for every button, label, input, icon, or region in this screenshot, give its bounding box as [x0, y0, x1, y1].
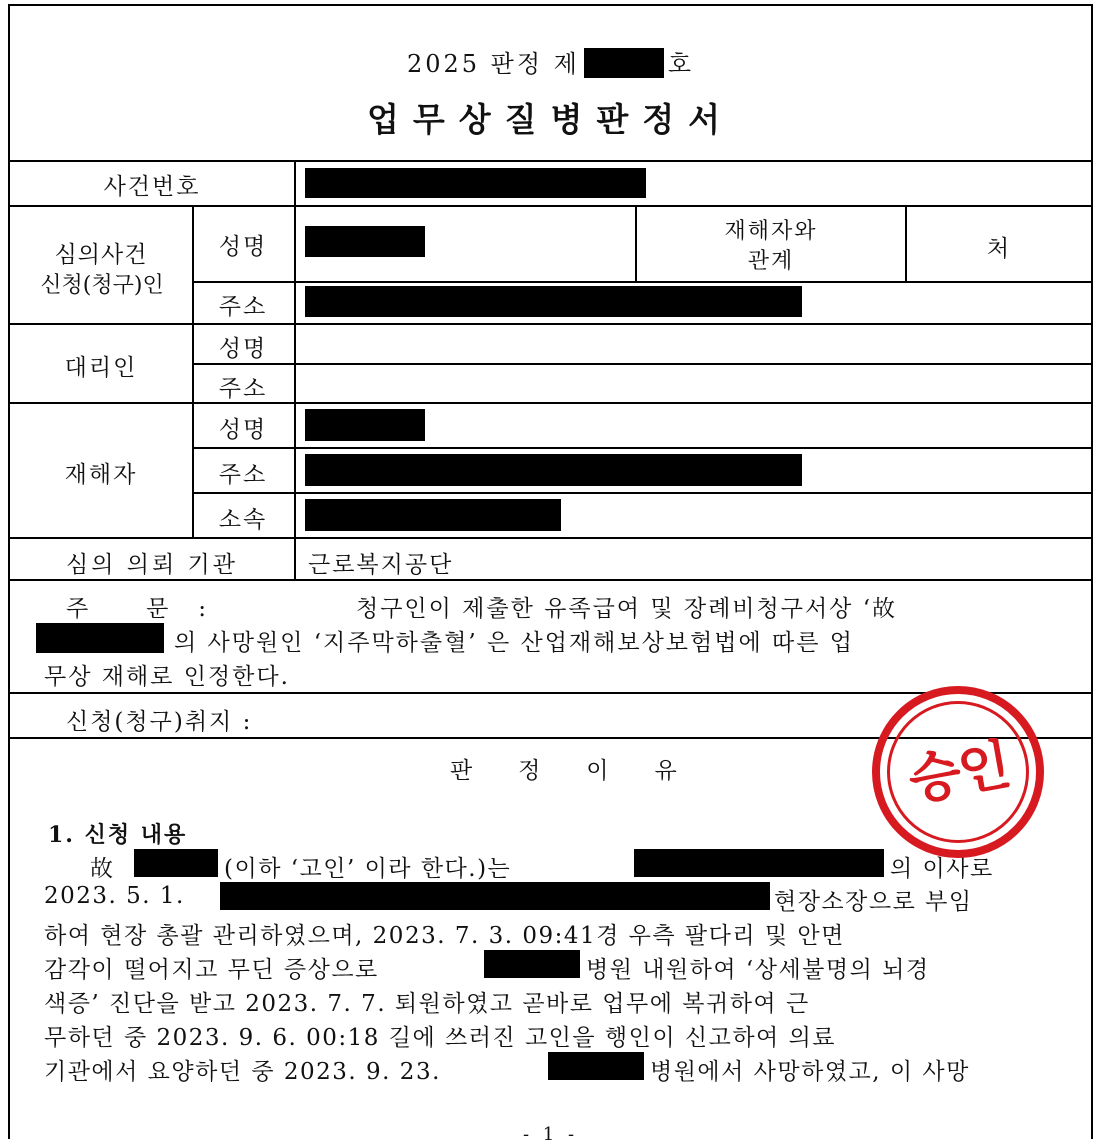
applicant-group-label: 심의사건	[54, 242, 148, 268]
redacted-hospital-2	[548, 1052, 644, 1080]
rule	[10, 579, 1091, 581]
stamp-text: 승인	[903, 732, 1014, 813]
agency-label: 심의 의뢰 기관	[66, 552, 238, 578]
redacted-company	[634, 849, 884, 877]
rule	[10, 537, 1091, 539]
body-line-2a: 2023. 5. 1.	[44, 883, 185, 909]
redacted-applicant-address	[305, 286, 802, 317]
order-line-3: 무상 재해로 인정한다.	[44, 664, 290, 690]
victim-name-label: 성명	[218, 417, 268, 443]
rule	[10, 205, 1091, 207]
redacted-victim-address	[305, 454, 802, 486]
approval-stamp	[872, 686, 1044, 858]
order-line-2: 의 사망원인 ‘지주막하출혈’ 은 산업재해보상보험법에 따른 업	[174, 630, 854, 656]
decision-number: 2025 판정 제 호	[406, 50, 695, 78]
redacted-applicant-name	[305, 226, 425, 257]
section-1-heading: 1. 신청 내용	[48, 822, 188, 848]
relation-value: 처	[986, 236, 1012, 262]
agent-group-label: 대리인	[64, 355, 138, 381]
redacted-hospital-1	[484, 950, 580, 978]
redacted-victim-name	[305, 409, 425, 441]
case-number-label: 사건번호	[103, 174, 201, 200]
rule	[10, 160, 1091, 162]
document-title: 업무상질병판정서	[366, 100, 735, 139]
redacted-victim-affiliation	[305, 499, 561, 531]
body-line-1a: 故	[90, 856, 115, 882]
reason-title: 판 정 이 유	[450, 758, 683, 784]
body-line-3: 하여 현장 총괄 관리하였으며, 2023. 7. 3. 09:41경 우측 팔다리 및 안면	[44, 923, 845, 949]
order-line-1: 청구인이 제출한 유족급여 및 장례비청구서상 ‘故	[356, 596, 898, 622]
agency-value: 근로복지공단	[308, 552, 454, 578]
body-line-1c: 의 이사로	[890, 856, 994, 882]
body-line-4a: 감각이 떨어지고 무딘 증상으로	[44, 957, 379, 983]
agent-name-label: 성명	[218, 336, 268, 362]
victim-group-label: 재해자	[64, 462, 138, 488]
decision-document	[8, 4, 1093, 1145]
rule	[192, 281, 1091, 283]
body-line-1b: (이하 ‘고인’ 이라 한다.)는	[224, 856, 512, 882]
rule	[192, 363, 1091, 365]
redacted-deceased	[134, 849, 218, 877]
body-line-5: 색증’ 진단을 받고 2023. 7. 7. 퇴원하였고 곧바로 업무에 복귀하여 근	[44, 991, 810, 1017]
rule	[10, 402, 1091, 404]
order-label: 주 문 :	[66, 596, 208, 622]
body-line-6: 무하던 중 2023. 9. 6. 00:18 길에 쓰러진 고인을 행인이 신고하여 의료	[44, 1025, 837, 1051]
applicant-name-label: 성명	[218, 234, 268, 260]
body-line-4b: 병원 내원하여 ‘상세불명의 뇌경	[586, 957, 930, 983]
applicant-group-label-2: 신청(청구)인	[40, 273, 164, 298]
body-line-2b: 현장소장으로 부임	[774, 889, 973, 915]
redacted-deceased-name	[36, 623, 164, 653]
body-line-7b: 병원에서 사망하였고, 이 사망	[650, 1059, 970, 1085]
agent-address-label: 주소	[218, 376, 268, 402]
redacted-case-number	[305, 168, 646, 198]
page-number: - 1 -	[522, 1124, 579, 1145]
purpose-label: 신청(청구)취지 :	[66, 709, 253, 735]
rule	[294, 160, 296, 579]
redacted-site	[220, 882, 770, 910]
body-line-7a: 기관에서 요양하던 중 2023. 9. 23.	[44, 1059, 441, 1085]
victim-address-label: 주소	[218, 462, 268, 488]
rule	[192, 447, 1091, 449]
rule	[192, 492, 1091, 494]
victim-affiliation-label: 소속	[218, 507, 268, 533]
relation-label-2: 관계	[747, 249, 795, 274]
rule	[10, 323, 1091, 325]
redacted-number	[584, 48, 664, 78]
applicant-address-label: 주소	[218, 294, 268, 320]
relation-label: 재해자와	[724, 219, 818, 244]
